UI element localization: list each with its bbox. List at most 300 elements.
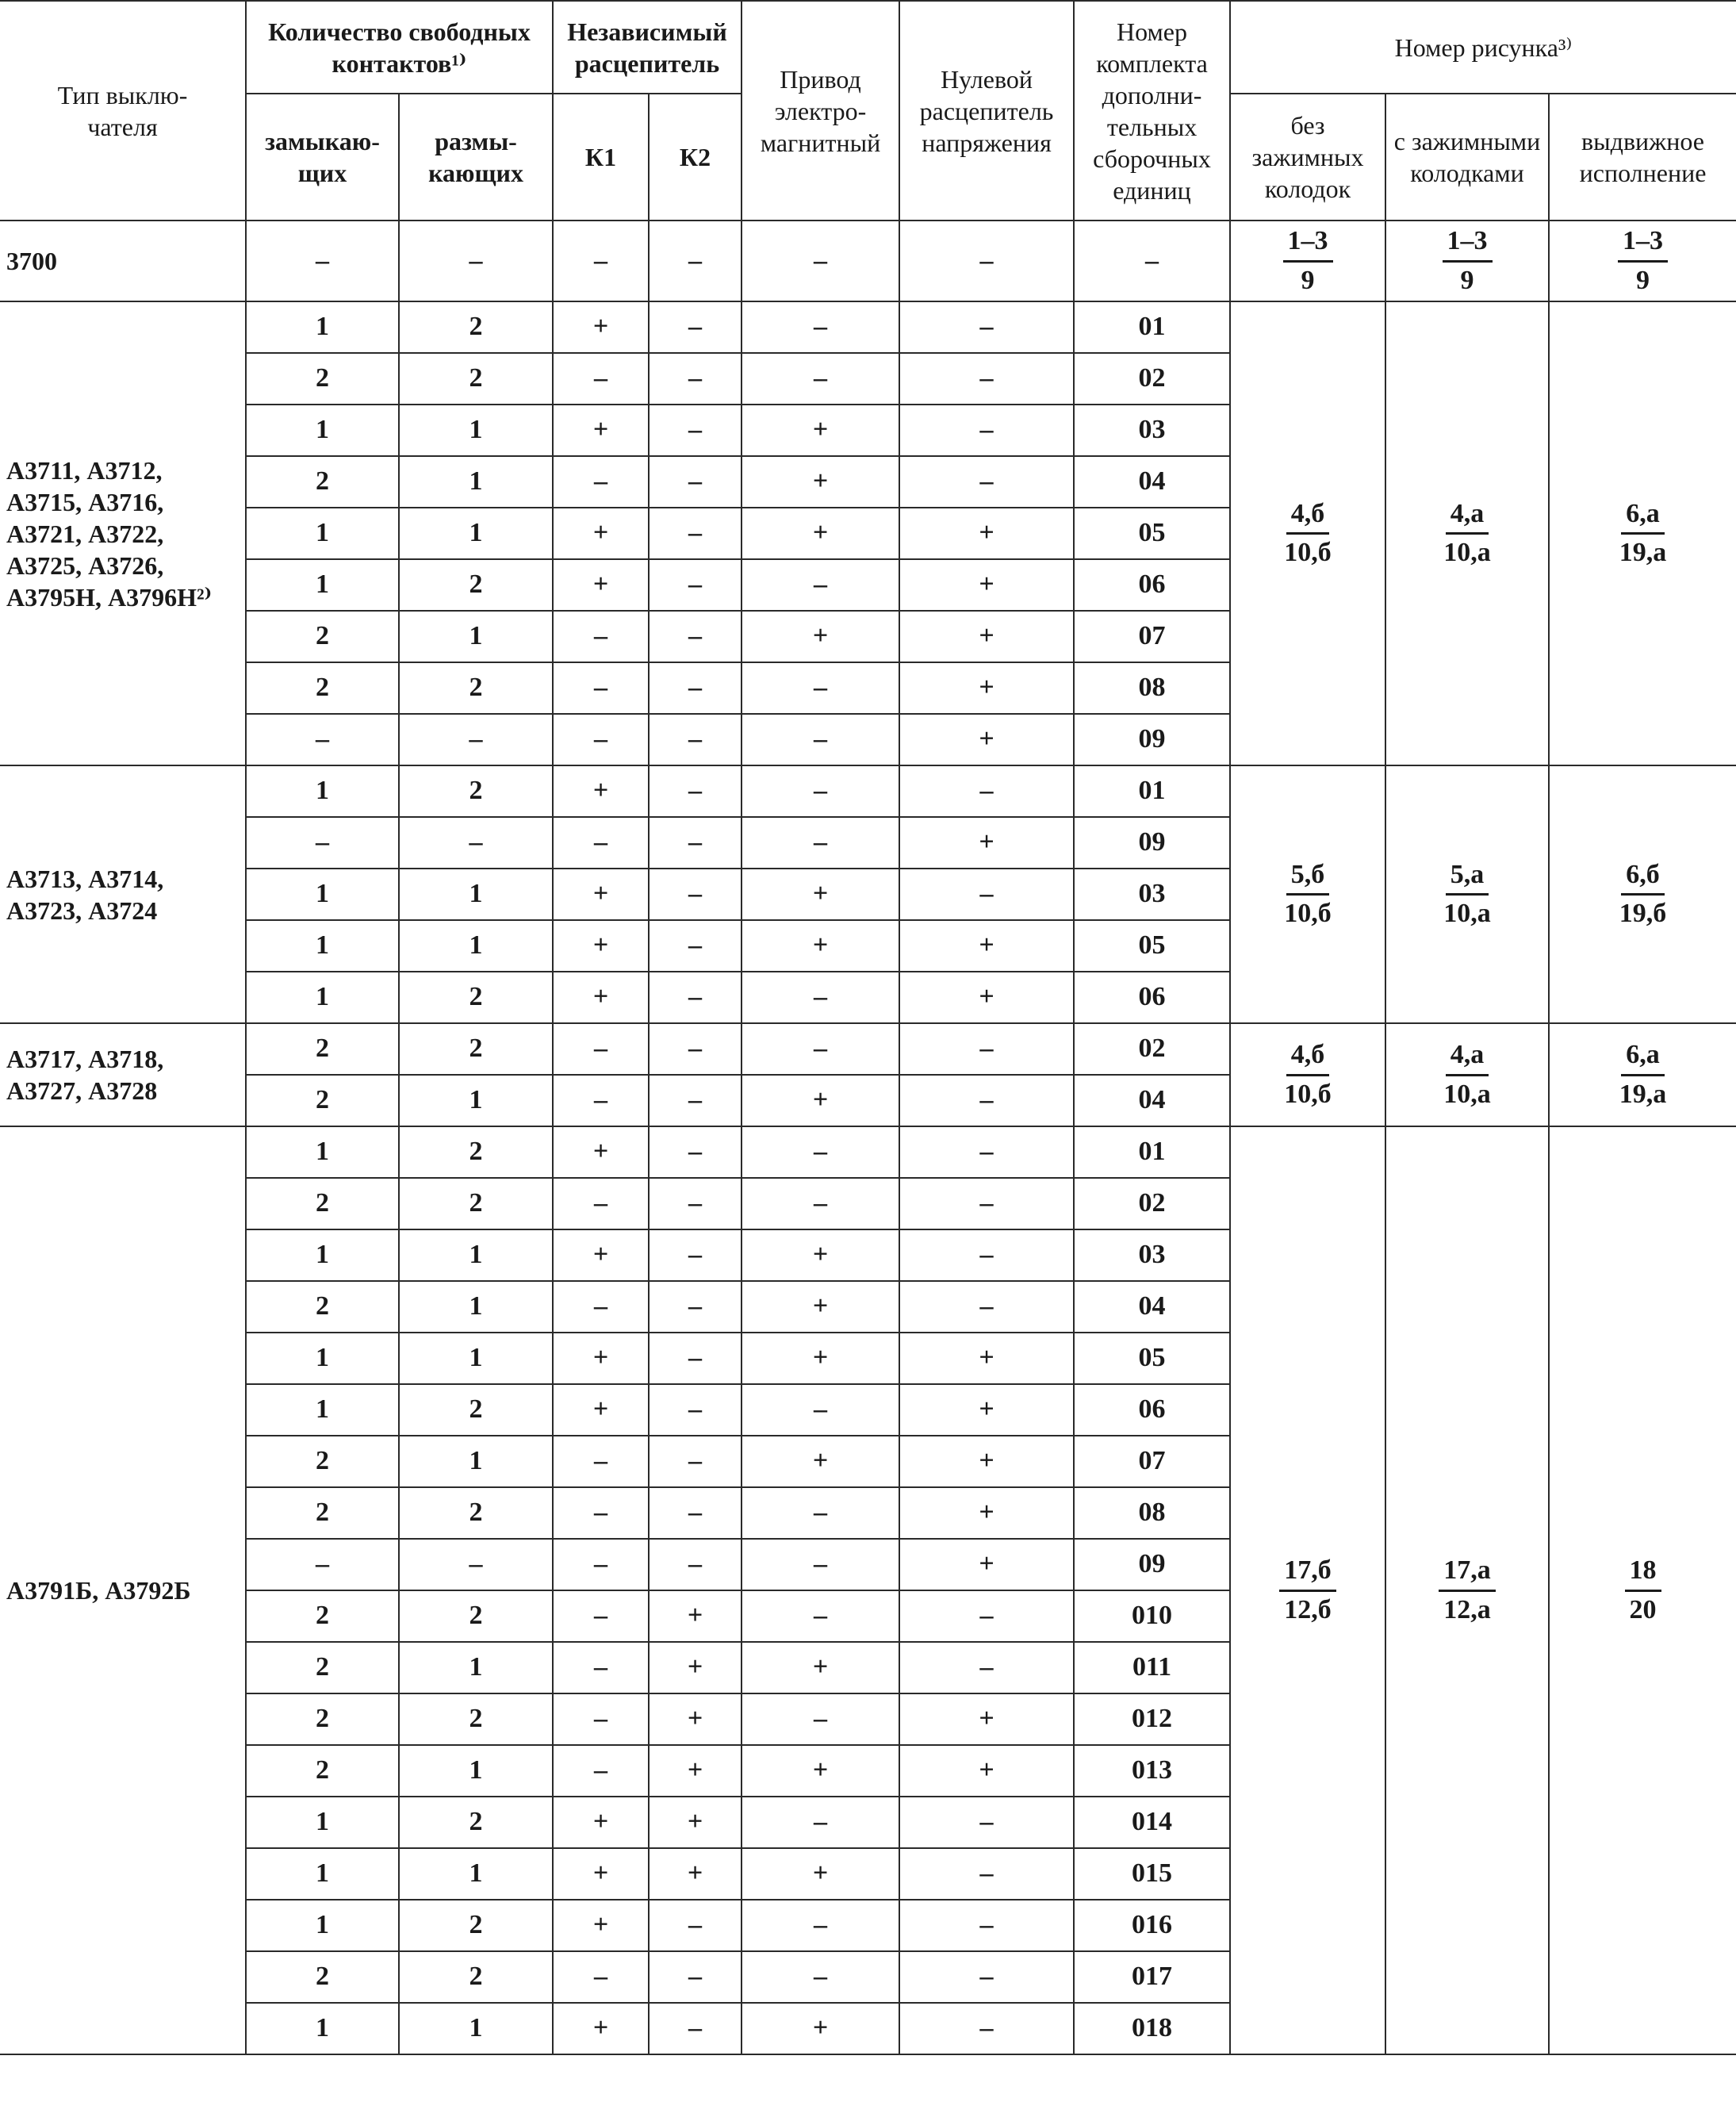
header-fig-without-blocks: без зажимных колодок — [1230, 94, 1385, 221]
figure-numerator: 17,а — [1439, 1554, 1496, 1592]
release-k1: – — [553, 1178, 649, 1229]
kit-number: 014 — [1074, 1797, 1230, 1848]
closing-contacts: 1 — [246, 1229, 399, 1281]
kit-number: 01 — [1074, 301, 1230, 353]
opening-contacts: 1 — [399, 1642, 553, 1693]
figure-fraction — [1625, 1554, 1661, 1627]
kit-number: 03 — [1074, 1229, 1230, 1281]
figure-ref — [1549, 1126, 1736, 2054]
opening-contacts: 2 — [399, 662, 553, 714]
opening-contacts: 2 — [399, 1126, 553, 1178]
release-k1: + — [553, 405, 649, 456]
breaker-type: А3711, А3712, А3715, А3716, А3721, А3722, А3725, А3726, А3795Н, А3796Н²⁾ — [0, 301, 246, 765]
breaker-type: А3717, А3718, А3727, А3728 — [0, 1023, 246, 1126]
zero-release: + — [899, 972, 1074, 1023]
zero-release: – — [899, 1126, 1074, 1178]
breaker-type: 3700 — [0, 221, 246, 301]
release-k1: + — [553, 920, 649, 972]
header-closing: замыкаю- щих — [246, 94, 399, 221]
header-zero-release: Нулевой расцепитель напряжения — [899, 1, 1074, 221]
closing-contacts: 1 — [246, 508, 399, 559]
zero-release: – — [899, 301, 1074, 353]
header-k2: К2 — [649, 94, 742, 221]
em-drive: – — [742, 1797, 899, 1848]
closing-contacts: 1 — [246, 972, 399, 1023]
release-k2: – — [649, 559, 742, 611]
em-drive: – — [742, 714, 899, 765]
closing-contacts: 2 — [246, 1075, 399, 1126]
figure-fraction — [1439, 1554, 1496, 1627]
em-drive: – — [742, 559, 899, 611]
release-k2: + — [649, 1693, 742, 1745]
figure-numerator: 4,а — [1446, 1038, 1489, 1076]
opening-contacts: 2 — [399, 765, 553, 817]
zero-release: – — [899, 405, 1074, 456]
release-k2: – — [649, 301, 742, 353]
release-k2: – — [649, 1178, 742, 1229]
figure-fraction — [1615, 1038, 1672, 1111]
opening-contacts: 1 — [399, 1848, 553, 1900]
closing-contacts: 1 — [246, 301, 399, 353]
release-k2: – — [649, 1487, 742, 1539]
opening-contacts: 2 — [399, 1178, 553, 1229]
opening-contacts: 2 — [399, 1487, 553, 1539]
release-k2: – — [649, 1075, 742, 1126]
closing-contacts: 2 — [246, 611, 399, 662]
em-drive: – — [742, 662, 899, 714]
table-row — [0, 765, 1736, 817]
release-k1: – — [553, 1281, 649, 1333]
figure-numerator: 18 — [1625, 1554, 1661, 1592]
em-drive: + — [742, 1848, 899, 1900]
opening-contacts: 2 — [399, 559, 553, 611]
opening-contacts: 2 — [399, 1900, 553, 1951]
figure-ref — [1385, 1126, 1549, 2054]
zero-release: + — [899, 1745, 1074, 1797]
figure-ref — [1549, 765, 1736, 1023]
header-kit-number: Номер комплекта дополни- тельных сборочных единиц — [1074, 1, 1230, 221]
opening-contacts: 1 — [399, 1333, 553, 1384]
figure-denominator: 9 — [1301, 265, 1315, 295]
release-k2: – — [649, 353, 742, 405]
header-k1: К1 — [553, 94, 649, 221]
kit-number: 02 — [1074, 1023, 1230, 1075]
release-k1: – — [553, 817, 649, 869]
closing-contacts: 1 — [246, 559, 399, 611]
closing-contacts: 2 — [246, 1642, 399, 1693]
kit-number: 015 — [1074, 1848, 1230, 1900]
kit-number: 06 — [1074, 972, 1230, 1023]
release-k2: – — [649, 869, 742, 920]
closing-contacts: 2 — [246, 1745, 399, 1797]
figure-denominator: 12,а — [1443, 1594, 1491, 1624]
closing-contacts: 1 — [246, 1333, 399, 1384]
em-drive: – — [742, 1693, 899, 1745]
kit-number: 011 — [1074, 1642, 1230, 1693]
zero-release: – — [899, 1281, 1074, 1333]
kit-number: 07 — [1074, 611, 1230, 662]
release-k1: – — [553, 456, 649, 508]
release-k2: – — [649, 1023, 742, 1075]
header-type: Тип выклю- чателя — [0, 1, 246, 221]
kit-number: 09 — [1074, 714, 1230, 765]
header-free-contacts: Количество свободных контактов¹⁾ — [246, 1, 553, 94]
figure-fraction — [1283, 224, 1333, 297]
em-drive: – — [742, 1590, 899, 1642]
opening-contacts: 1 — [399, 405, 553, 456]
release-k2: – — [649, 456, 742, 508]
header-independent-release: Независимый расцепитель — [553, 1, 742, 94]
kit-number: 01 — [1074, 1126, 1230, 1178]
figure-ref — [1385, 221, 1549, 301]
em-drive: – — [742, 1951, 899, 2003]
kit-number: 04 — [1074, 1281, 1230, 1333]
figure-numerator: 4,а — [1446, 497, 1489, 535]
closing-contacts: – — [246, 714, 399, 765]
closing-contacts: 1 — [246, 1384, 399, 1436]
opening-contacts: 1 — [399, 1229, 553, 1281]
zero-release: + — [899, 920, 1074, 972]
figure-ref — [1549, 1023, 1736, 1126]
closing-contacts: – — [246, 221, 399, 301]
figure-ref — [1549, 301, 1736, 765]
release-k1: + — [553, 1333, 649, 1384]
header-figure-number: Номер рисунка³⁾ — [1230, 1, 1736, 94]
opening-contacts: 2 — [399, 1951, 553, 2003]
figure-numerator: 5,а — [1446, 858, 1489, 896]
release-k1: – — [553, 714, 649, 765]
figure-denominator: 19,б — [1619, 899, 1667, 928]
table-body — [0, 221, 1736, 2054]
table-row — [0, 301, 1736, 353]
kit-number: – — [1074, 221, 1230, 301]
opening-contacts: 2 — [399, 1384, 553, 1436]
zero-release: + — [899, 1693, 1074, 1745]
opening-contacts: – — [399, 1539, 553, 1590]
kit-number: 06 — [1074, 1384, 1230, 1436]
release-k2: – — [649, 1384, 742, 1436]
em-drive: – — [742, 765, 899, 817]
zero-release: – — [899, 1590, 1074, 1642]
zero-release: – — [899, 1797, 1074, 1848]
figure-numerator: 1–3 — [1443, 224, 1493, 263]
zero-release: – — [899, 221, 1074, 301]
closing-contacts: 1 — [246, 2003, 399, 2054]
release-k1: + — [553, 301, 649, 353]
closing-contacts: 2 — [246, 1693, 399, 1745]
kit-number: 09 — [1074, 817, 1230, 869]
zero-release: – — [899, 1075, 1074, 1126]
figure-fraction — [1618, 224, 1668, 297]
kit-number: 04 — [1074, 456, 1230, 508]
kit-number: 06 — [1074, 559, 1230, 611]
release-k2: – — [649, 972, 742, 1023]
kit-number: 02 — [1074, 353, 1230, 405]
release-k1: + — [553, 1797, 649, 1848]
em-drive: + — [742, 611, 899, 662]
release-k2: + — [649, 1797, 742, 1848]
closing-contacts: 1 — [246, 920, 399, 972]
header-fig-withdrawable: выдвижное исполнение — [1549, 94, 1736, 221]
kit-number: 03 — [1074, 405, 1230, 456]
release-k1: – — [553, 611, 649, 662]
zero-release: + — [899, 1487, 1074, 1539]
release-k1: + — [553, 1900, 649, 1951]
figure-denominator: 10,а — [1443, 1079, 1491, 1109]
figure-ref — [1230, 1023, 1385, 1126]
opening-contacts: – — [399, 817, 553, 869]
figure-denominator: 19,а — [1619, 538, 1667, 567]
release-k1: – — [553, 1487, 649, 1539]
kit-number: 018 — [1074, 2003, 1230, 2054]
closing-contacts: 2 — [246, 1023, 399, 1075]
release-k2: – — [649, 817, 742, 869]
release-k2: + — [649, 1590, 742, 1642]
zero-release: – — [899, 1900, 1074, 1951]
figure-fraction — [1615, 497, 1672, 570]
figure-fraction — [1279, 858, 1336, 931]
table-row — [0, 221, 1736, 301]
figure-ref — [1385, 301, 1549, 765]
figure-denominator: 10,б — [1284, 899, 1332, 928]
release-k1: + — [553, 2003, 649, 2054]
figure-numerator: 6,а — [1621, 1038, 1665, 1076]
zero-release: – — [899, 1229, 1074, 1281]
em-drive: + — [742, 405, 899, 456]
release-k1: – — [553, 353, 649, 405]
header-fig-with-blocks: с зажимными колодками — [1385, 94, 1549, 221]
zero-release: – — [899, 1642, 1074, 1693]
release-k1: – — [553, 1745, 649, 1797]
table-row — [0, 1126, 1736, 1178]
em-drive: – — [742, 1384, 899, 1436]
zero-release: + — [899, 1539, 1074, 1590]
kit-number: 09 — [1074, 1539, 1230, 1590]
figure-denominator: 10,б — [1284, 538, 1332, 567]
release-k1: – — [553, 1075, 649, 1126]
opening-contacts: 2 — [399, 1693, 553, 1745]
closing-contacts: 1 — [246, 869, 399, 920]
kit-number: 05 — [1074, 920, 1230, 972]
closing-contacts: 2 — [246, 662, 399, 714]
kit-number: 012 — [1074, 1693, 1230, 1745]
figure-ref — [1230, 221, 1385, 301]
opening-contacts: 2 — [399, 1797, 553, 1848]
release-k2: + — [649, 1642, 742, 1693]
closing-contacts: 2 — [246, 456, 399, 508]
figure-fraction — [1279, 497, 1336, 570]
closing-contacts: 1 — [246, 1900, 399, 1951]
em-drive: – — [742, 301, 899, 353]
em-drive: + — [742, 456, 899, 508]
release-k1: – — [553, 1642, 649, 1693]
zero-release: + — [899, 1384, 1074, 1436]
zero-release: – — [899, 1848, 1074, 1900]
figure-numerator: 1–3 — [1283, 224, 1333, 263]
closing-contacts: 1 — [246, 405, 399, 456]
closing-contacts: 2 — [246, 1951, 399, 2003]
kit-number: 05 — [1074, 1333, 1230, 1384]
opening-contacts: 1 — [399, 869, 553, 920]
figure-fraction — [1439, 497, 1496, 570]
zero-release: – — [899, 2003, 1074, 2054]
em-drive: – — [742, 1178, 899, 1229]
release-k2: – — [649, 1281, 742, 1333]
figure-ref — [1385, 765, 1549, 1023]
em-drive: – — [742, 1487, 899, 1539]
kit-number: 013 — [1074, 1745, 1230, 1797]
figure-fraction — [1615, 858, 1672, 931]
kit-number: 08 — [1074, 662, 1230, 714]
opening-contacts: 1 — [399, 920, 553, 972]
release-k1: – — [553, 1590, 649, 1642]
kit-number: 03 — [1074, 869, 1230, 920]
opening-contacts: 2 — [399, 1023, 553, 1075]
em-drive: – — [742, 972, 899, 1023]
figure-fraction — [1439, 1038, 1496, 1111]
figure-numerator: 4,б — [1286, 1038, 1330, 1076]
zero-release: + — [899, 1436, 1074, 1487]
zero-release: – — [899, 765, 1074, 817]
release-k1: + — [553, 1229, 649, 1281]
em-drive: – — [742, 1023, 899, 1075]
em-drive: – — [742, 1900, 899, 1951]
kit-number: 01 — [1074, 765, 1230, 817]
release-k1: + — [553, 765, 649, 817]
release-k1: + — [553, 972, 649, 1023]
breaker-type: А3791Б, А3792Б — [0, 1126, 246, 2054]
release-k2: – — [649, 1951, 742, 2003]
header-drive: Привод электро- магнитный — [742, 1, 899, 221]
kit-number: 04 — [1074, 1075, 1230, 1126]
release-k2: – — [649, 1539, 742, 1590]
release-k2: – — [649, 1229, 742, 1281]
kit-number: 017 — [1074, 1951, 1230, 2003]
em-drive: + — [742, 508, 899, 559]
figure-denominator: 19,а — [1619, 1079, 1667, 1109]
em-drive: – — [742, 221, 899, 301]
release-k1: + — [553, 508, 649, 559]
release-k1: – — [553, 1693, 649, 1745]
kit-number: 02 — [1074, 1178, 1230, 1229]
closing-contacts: 2 — [246, 1281, 399, 1333]
release-k2: – — [649, 221, 742, 301]
figure-denominator: 10,а — [1443, 538, 1491, 567]
em-drive: + — [742, 1436, 899, 1487]
release-k1: – — [553, 1951, 649, 2003]
em-drive: + — [742, 1333, 899, 1384]
em-drive: – — [742, 1126, 899, 1178]
zero-release: – — [899, 869, 1074, 920]
release-k2: – — [649, 1333, 742, 1384]
zero-release: + — [899, 1333, 1074, 1384]
opening-contacts: – — [399, 221, 553, 301]
em-drive: + — [742, 920, 899, 972]
kit-number: 010 — [1074, 1590, 1230, 1642]
release-k2: + — [649, 1745, 742, 1797]
release-k2: + — [649, 1848, 742, 1900]
release-k1: – — [553, 1539, 649, 1590]
figure-denominator: 9 — [1460, 265, 1474, 295]
release-k2: – — [649, 405, 742, 456]
release-k1: – — [553, 662, 649, 714]
em-drive: + — [742, 1075, 899, 1126]
figure-numerator: 17,б — [1279, 1554, 1336, 1592]
figure-denominator: 12,б — [1284, 1594, 1332, 1624]
opening-contacts: – — [399, 714, 553, 765]
zero-release: – — [899, 1951, 1074, 2003]
figure-numerator: 4,б — [1286, 497, 1330, 535]
release-k2: – — [649, 714, 742, 765]
release-k1: + — [553, 869, 649, 920]
closing-contacts: 1 — [246, 1797, 399, 1848]
release-k2: – — [649, 765, 742, 817]
kit-number: 016 — [1074, 1900, 1230, 1951]
zero-release: + — [899, 662, 1074, 714]
release-k2: – — [649, 611, 742, 662]
zero-release: – — [899, 353, 1074, 405]
figure-ref — [1385, 1023, 1549, 1126]
closing-contacts: 1 — [246, 765, 399, 817]
em-drive: + — [742, 1281, 899, 1333]
opening-contacts: 2 — [399, 972, 553, 1023]
header-opening: размы- кающих — [399, 94, 553, 221]
em-drive: + — [742, 1229, 899, 1281]
em-drive: + — [742, 1745, 899, 1797]
figure-ref — [1230, 765, 1385, 1023]
kit-number: 08 — [1074, 1487, 1230, 1539]
release-k2: – — [649, 2003, 742, 2054]
opening-contacts: 2 — [399, 301, 553, 353]
zero-release: + — [899, 611, 1074, 662]
em-drive: + — [742, 869, 899, 920]
release-k1: – — [553, 1023, 649, 1075]
release-k1: + — [553, 1126, 649, 1178]
table-row — [0, 1023, 1736, 1075]
release-k2: – — [649, 1436, 742, 1487]
figure-ref — [1230, 301, 1385, 765]
release-k1: + — [553, 559, 649, 611]
zero-release: – — [899, 456, 1074, 508]
opening-contacts: 1 — [399, 611, 553, 662]
em-drive: – — [742, 1539, 899, 1590]
closing-contacts: 1 — [246, 1126, 399, 1178]
figure-ref — [1230, 1126, 1385, 2054]
zero-release: + — [899, 817, 1074, 869]
figure-denominator: 10,а — [1443, 899, 1491, 928]
release-k1: – — [553, 1436, 649, 1487]
figure-denominator: 9 — [1636, 265, 1650, 295]
em-drive: + — [742, 2003, 899, 2054]
opening-contacts: 2 — [399, 1590, 553, 1642]
opening-contacts: 1 — [399, 1436, 553, 1487]
figure-fraction — [1443, 224, 1493, 297]
release-k2: – — [649, 1900, 742, 1951]
closing-contacts: 2 — [246, 1487, 399, 1539]
opening-contacts: 1 — [399, 456, 553, 508]
kit-number: 07 — [1074, 1436, 1230, 1487]
opening-contacts: 1 — [399, 508, 553, 559]
em-drive: + — [742, 1642, 899, 1693]
figure-numerator: 6,а — [1621, 497, 1665, 535]
closing-contacts: – — [246, 1539, 399, 1590]
release-k2: – — [649, 1126, 742, 1178]
closing-contacts: 2 — [246, 1590, 399, 1642]
opening-contacts: 1 — [399, 1281, 553, 1333]
closing-contacts: 1 — [246, 1848, 399, 1900]
closing-contacts: 2 — [246, 1436, 399, 1487]
release-k2: – — [649, 920, 742, 972]
